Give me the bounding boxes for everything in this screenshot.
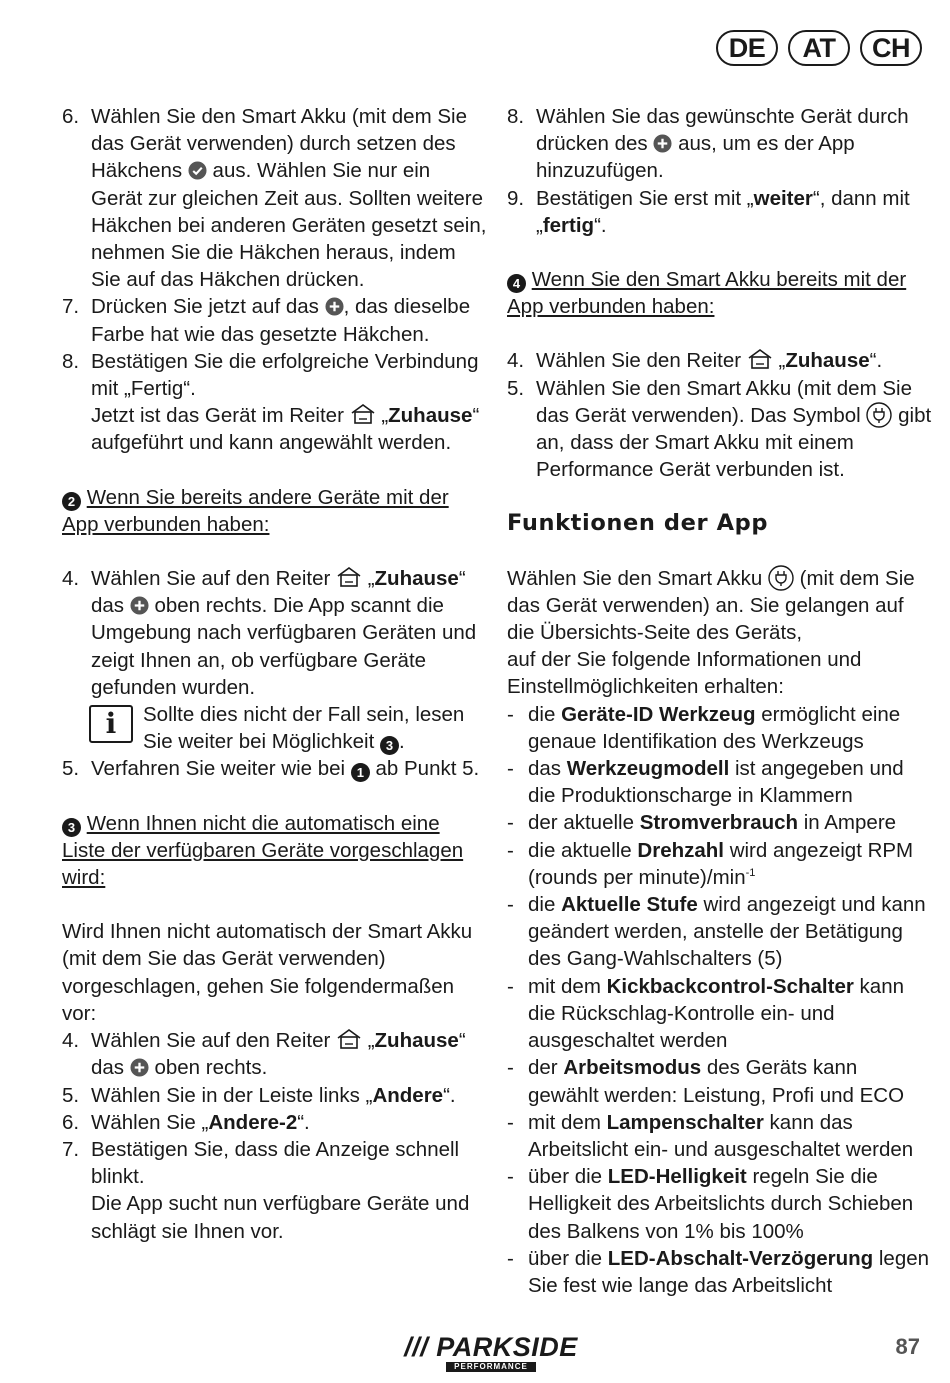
list-item: 6. Wählen Sie „Andere-2“. [62, 1110, 310, 1134]
parkside-logo: /// PARKSIDE PERFORMANCE [404, 1332, 578, 1371]
section-heading-2: 2 Wenn Sie bereits andere Geräte mit der App verbunden haben: [62, 485, 449, 536]
list-item: - die aktuelle Drehzahl wird angezeigt RPM (rounds per $minute)/\min^{-1}$ [507, 838, 914, 889]
list-item: - mit dem Lampenschalter kann das Arbeitslicht ein- und ausgeschaltet werden [507, 1110, 914, 1161]
list-item: 7. Drücken Sie jetzt auf das , das dieselbe Farbe hat wie das gesetzte Häkchen. [62, 295, 471, 346]
list-item: 6. Wählen Sie den Smart Akku (mit dem Sie das Gerät verwenden) durch setzen des Häkchens aus. Wählen Sie nur ein Gerät zur gleichen Zeit aus. Sollten weitere Häkchen bei anderen Geräten gesetzt sein, nehmen Sie die Häkchen heraus, indem Sie auf das Häkchen drücken. [62, 105, 487, 292]
list-item: - mit dem Kickbackcontrol-Schalter kann die Rückschlag-Kontrolle ein- und ausgeschaltet werden [507, 974, 904, 1053]
info-note: i Sollte dies nicht der Fall sein, lesen Sie weiter bei Möglichkeit 3 . [62, 701, 487, 755]
plus-circle-icon [325, 297, 344, 316]
country-badge-at: AT [788, 30, 850, 66]
list-item: 5. Wählen Sie in der Leiste links „Andere“. [62, 1083, 456, 1107]
home-icon [336, 1028, 362, 1050]
plug-circle-icon [866, 402, 892, 428]
list-item: 4. Wählen Sie den Reiter „Zuhause“. [507, 349, 883, 373]
list-item: 8. Bestätigen Sie die erfolgreiche Verbindung mit „Fertig“. Jetzt ist das Gerät im Reiter „Zuhause“ aufgeführt und kann angewählt werden. [62, 349, 480, 455]
plug-circle-icon [768, 565, 794, 591]
list-item: 4. Wählen Sie auf den Reiter „Zuhause“ das oben rechts. Die App scannt die Umgebung nach verfügbaren Geräten und zeigt Ihnen an, ob verfügbare Geräte gefunden wurden. [62, 567, 477, 699]
info-icon: i [89, 705, 133, 743]
list-item: - die Aktuelle Stufe wird angezeigt und kann geändert werden, anstelle der Betätigung des Gang-Wahlschalters (5) [507, 893, 926, 971]
marker-3: 3 [62, 818, 81, 837]
list-item: - über die LED-Abschalt-Verzögerung legen Sie fest wie lange das Arbeitslicht [507, 1246, 930, 1297]
marker-1: 1 [351, 763, 370, 782]
list-item: - die Geräte-ID Werkzeug ermöglicht eine genaue Identifikation des Werkzeugs [507, 702, 901, 753]
section-heading-3: 3 Wenn Ihnen nicht die automatisch eine Liste der verfügbaren Geräte vorgeschlagen wird: [62, 811, 464, 890]
plus-circle-icon [130, 1058, 149, 1077]
paragraph: Wählen Sie den Smart Akku (mit dem Sie das Gerät verwenden) an. Sie gelangen auf die Übersichts-Seite des Geräts, auf der Sie folgende Informationen und Einstellmöglichkeiten erhalten: [507, 566, 915, 699]
home-icon [747, 348, 773, 370]
right-column [507, 103, 932, 1299]
left-column [62, 103, 487, 1245]
feature-list [507, 701, 932, 1299]
list-item: - über die LED-Helligkeit regeln Sie die Helligkeit des Arbeitslichts durch Schieben des Balkens von 1% bis 100% [507, 1165, 914, 1243]
home-icon [350, 403, 376, 425]
plus-circle-icon [653, 134, 672, 153]
plus-circle-icon [130, 596, 149, 615]
paragraph: Wird Ihnen nicht automatisch der Smart Akku (mit dem Sie das Gerät verwenden) vorgeschlagen, gehen Sie folgendermaßen vor: [62, 920, 473, 1025]
marker-4: 4 [507, 274, 526, 293]
country-badge-ch: CH [860, 30, 922, 66]
country-badges [716, 30, 922, 66]
list-item: 9. Bestätigen Sie erst mit „weiter“, dann mit „fertig“. [507, 186, 910, 237]
country-badge-de: DE [716, 30, 778, 66]
section-heading-4: 4 Wenn Sie den Smart Akku bereits mit der App verbunden haben: [507, 268, 907, 319]
marker-3: 3 [380, 736, 399, 755]
list-item: 5. Wählen Sie den Smart Akku (mit dem Sie das Gerät verwenden). Das Symbol gibt an, dass der Smart Akku mit einem Performance Gerät verbunden ist. [507, 376, 932, 482]
marker-2: 2 [62, 492, 81, 511]
check-circle-icon [188, 161, 207, 180]
list-item: 4. Wählen Sie auf den Reiter „Zuhause“ das oben rechts. [62, 1029, 466, 1080]
list-item: - das Werkzeugmodell ist angegeben und die Produktionscharge in Klammern [507, 757, 904, 808]
list-item: 8. Wählen Sie das gewünschte Gerät durch drücken des aus, um es der App hinzuzufügen. [507, 105, 909, 183]
list-item: 5. Verfahren Sie weiter wie bei 1 ab Punkt 5. [62, 757, 480, 781]
home-icon [336, 566, 362, 588]
list-item: - der Arbeitsmodus des Geräts kann gewählt werden: Leistung, Profi und ECO [507, 1056, 905, 1107]
list-item: 7. Bestätigen Sie, dass die Anzeige schnell blinkt. Die App sucht nun verfügbare Geräte und schlägt sie Ihnen vor. [62, 1137, 470, 1243]
page-number: 87 [895, 1334, 920, 1359]
section-title: Funktionen der App [507, 510, 769, 537]
list-item: - der aktuelle Stromverbrauch in Ampere [507, 811, 897, 835]
